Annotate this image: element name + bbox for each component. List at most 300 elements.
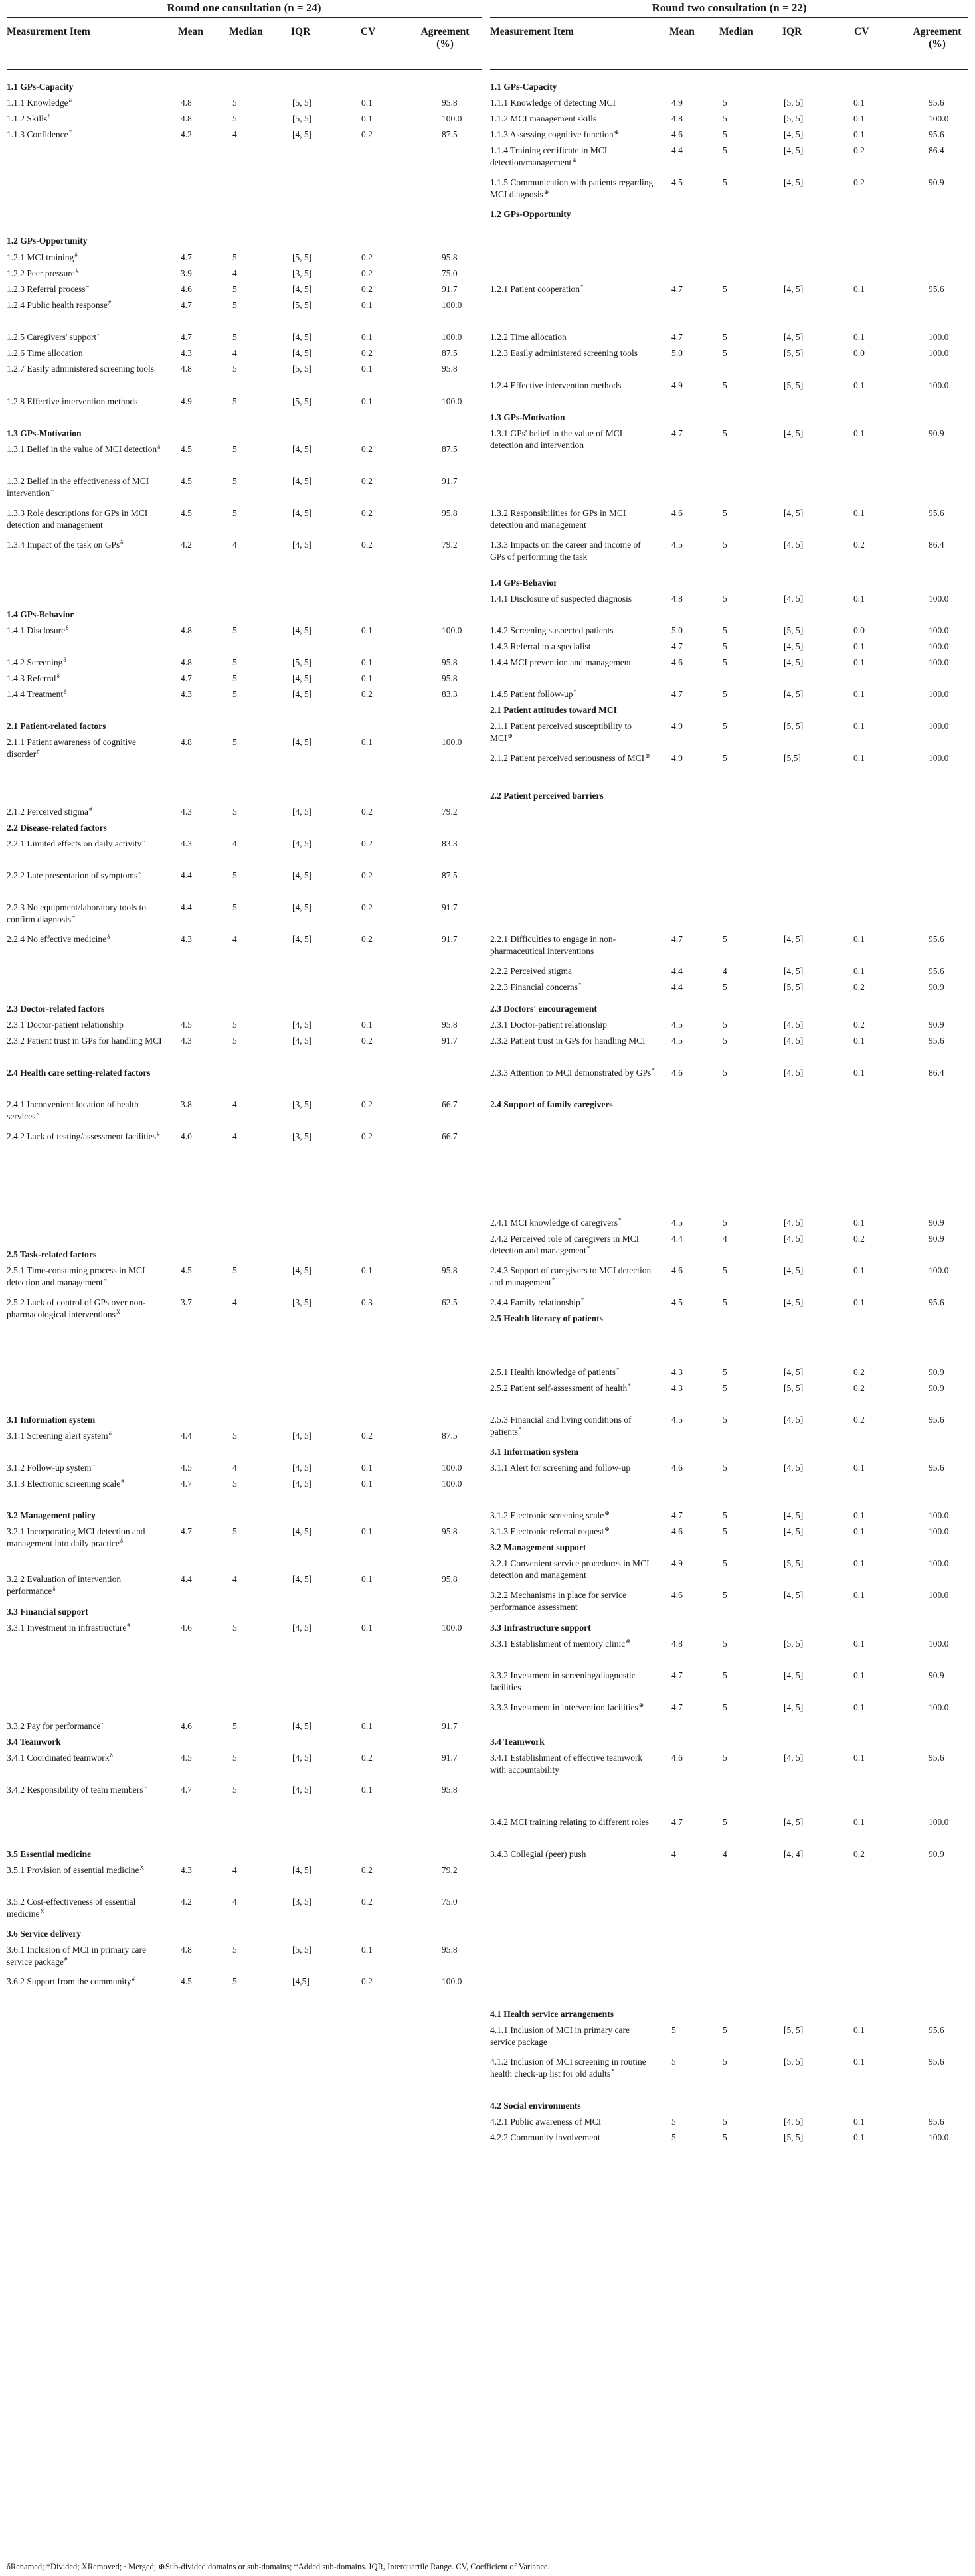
change-marker: ⊕ (543, 188, 549, 195)
cv-cell: 0.2 (361, 129, 373, 139)
median-cell: 5 (723, 1367, 727, 1377)
item-text: 1.2 GPs-Opportunity (7, 236, 88, 246)
item-text: 2.5.1 Health knowledge of patients (490, 1367, 616, 1377)
median-cell: 5 (723, 145, 727, 155)
item-text: 3.3.1 Investment in infrastructure (7, 1623, 127, 1633)
mean-cell: 4.2 (181, 129, 192, 139)
change-marker: # (108, 299, 112, 306)
iqr-cell: [5, 5] (292, 657, 312, 667)
median-cell: 5 (723, 129, 727, 139)
median-cell: 5 (232, 1945, 237, 1955)
item-label (7, 1944, 163, 1968)
mean-cell: 4.7 (181, 1785, 192, 1795)
item-text: 2.1.1 Patient perceived susceptibility to MCI (490, 721, 632, 743)
cv-cell: 0.2 (361, 1865, 373, 1875)
cv-cell: 0.1 (361, 1574, 373, 1584)
change-marker: ⊕ (626, 1637, 631, 1645)
agreement-cell: 100.0 (929, 1558, 949, 1568)
item-label (7, 252, 163, 264)
median-cell: 4 (232, 934, 237, 944)
section-label (7, 428, 163, 440)
mean-cell: 4.9 (671, 753, 683, 763)
iqr-cell: [4, 5] (292, 1623, 312, 1633)
mean-cell: 4.7 (671, 1510, 683, 1520)
median-cell: 5 (232, 332, 237, 342)
item-label (7, 902, 163, 926)
item-text: 3.4.1 Establishment of effective teamwork with accountability (490, 1753, 643, 1775)
cv-cell: 0.1 (853, 657, 865, 667)
item-label (490, 1297, 656, 1309)
median-cell: 5 (232, 625, 237, 635)
iqr-cell: [4, 5] (292, 1785, 312, 1795)
cv-cell: 0.0 (853, 625, 865, 635)
item-label (490, 625, 656, 637)
item-text: 4.1 Health service arrangements (490, 2009, 614, 2019)
item-text: 1.2.5 Caregivers' support (7, 332, 97, 342)
median-cell: 5 (232, 1753, 237, 1763)
item-text: 3.1.3 Electronic screening scale (7, 1479, 121, 1489)
item-text: 1.3.2 Responsibilities for GPs in MCI detection and management (490, 508, 626, 530)
mean-cell: 4.9 (671, 380, 683, 390)
iqr-cell: [5, 5] (784, 98, 804, 108)
mean-cell: 4.5 (671, 1020, 683, 1030)
cv-cell: 0.1 (361, 1479, 373, 1489)
mean-cell: 4.2 (181, 1897, 192, 1907)
item-text: 2.5.3 Financial and living conditions of patients (490, 1415, 632, 1437)
cv-cell: 0.2 (361, 1036, 373, 1046)
median-cell: 5 (723, 1463, 727, 1473)
item-label (7, 1430, 163, 1442)
item-label (7, 1099, 163, 1123)
cv-cell: 0.1 (361, 657, 373, 667)
agreement-cell: 79.2 (442, 807, 458, 817)
item-text: 2.2 Disease-related factors (7, 823, 107, 833)
agreement-cell: 100.0 (929, 1817, 949, 1827)
item-text: 2.3.1 Doctor-patient relationship (490, 1020, 607, 1030)
section-label (7, 1510, 163, 1522)
change-marker: * (618, 1216, 622, 1224)
median-cell: 5 (723, 1415, 727, 1425)
item-label (490, 1382, 656, 1394)
iqr-cell: [4, 5] (292, 807, 312, 817)
item-text: 4.1.1 Inclusion of MCI in primary care service package (490, 2025, 630, 2047)
mean-cell: 4.7 (671, 1702, 683, 1712)
item-text: 3.4.2 MCI training relating to different roles (490, 1817, 649, 1827)
item-text: 1.4.2 Screening (7, 657, 63, 667)
item-text: 1.4 GPs-Behavior (490, 578, 558, 588)
section-label (7, 1736, 163, 1748)
item-label (7, 1019, 163, 1031)
item-label (490, 1366, 656, 1378)
item-label (490, 1414, 656, 1438)
cv-cell: 0.1 (361, 673, 373, 683)
median-cell: 5 (232, 1623, 237, 1633)
mean-cell: 4.5 (181, 1976, 192, 1986)
header-mean: Mean (178, 26, 203, 37)
median-cell: 5 (232, 1265, 237, 1275)
agreement-cell: 100.0 (929, 1702, 949, 1712)
iqr-cell: [4, 5] (292, 348, 312, 358)
cv-cell: 0.1 (361, 1265, 373, 1275)
item-label (7, 507, 163, 531)
change-marker: δ (110, 1751, 113, 1759)
cv-cell: 0.1 (853, 934, 865, 944)
cv-cell: 0.1 (853, 98, 865, 108)
mean-cell: 4.4 (671, 145, 683, 155)
item-text: 3.1.1 Screening alert system (7, 1431, 108, 1441)
item-label (7, 363, 163, 375)
agreement-cell: 100.0 (442, 300, 462, 310)
mean-cell: 4.9 (671, 1558, 683, 1568)
section-label (490, 790, 656, 802)
item-label (490, 129, 656, 141)
mean-cell: 4.3 (181, 807, 192, 817)
median-cell: 5 (723, 540, 727, 550)
mean-cell: 4.8 (671, 1639, 683, 1649)
agreement-cell: 100.0 (929, 2133, 949, 2142)
cv-cell: 0.1 (853, 1510, 865, 1520)
header-item: Measurement Item (7, 26, 90, 37)
agreement-cell: 100.0 (442, 625, 462, 635)
iqr-cell: [5, 5] (292, 364, 312, 374)
item-text: 1.2.2 Time allocation (490, 332, 567, 342)
change-marker: # (74, 251, 78, 258)
median-cell: 5 (723, 1817, 727, 1827)
section-label (490, 704, 656, 716)
median-cell: 5 (232, 364, 237, 374)
mean-cell: 4.5 (181, 1463, 192, 1473)
agreement-cell: 62.5 (442, 1297, 458, 1307)
mean-cell: 4.8 (671, 114, 683, 123)
iqr-cell: [5, 5] (784, 348, 804, 358)
item-label (490, 507, 656, 531)
iqr-cell: [4, 5] (292, 934, 312, 944)
cv-cell: 0.1 (853, 428, 865, 438)
cv-cell: 0.2 (361, 902, 373, 912)
item-text: 1.4.4 Treatment (7, 689, 64, 699)
change-marker: ~ (103, 1276, 107, 1283)
agreement-cell: 79.2 (442, 1865, 458, 1875)
iqr-cell: [4, 5] (292, 1753, 312, 1763)
cv-cell: 0.2 (853, 1849, 865, 1859)
iqr-cell: [5, 5] (292, 396, 312, 406)
cv-cell: 0.1 (361, 737, 373, 747)
item-label (7, 1752, 163, 1764)
agreement-cell: 87.5 (442, 129, 458, 139)
mean-cell: 4.8 (181, 1945, 192, 1955)
item-label (490, 1526, 656, 1538)
change-marker: δ (107, 933, 110, 940)
change-marker: ⊕ (507, 732, 513, 739)
change-marker: δ (120, 538, 124, 546)
agreement-cell: 100.0 (442, 396, 462, 406)
change-marker: ⊕ (614, 128, 620, 135)
median-cell: 5 (723, 1526, 727, 1536)
mean-cell: 4.4 (181, 1431, 192, 1441)
cv-cell: 0.2 (361, 268, 373, 278)
mean-cell: 4.9 (181, 396, 192, 406)
item-text: 1.4.5 Patient follow-up (490, 689, 573, 699)
item-label (490, 1019, 656, 1031)
iqr-cell: [4, 5] (784, 966, 804, 976)
cv-cell: 0.2 (361, 839, 373, 848)
iqr-cell: [4, 5] (292, 870, 312, 880)
item-text: 4.2.1 Public awareness of MCI (490, 2117, 602, 2127)
agreement-cell: 95.6 (929, 966, 944, 976)
change-marker: X (139, 1864, 144, 1871)
item-text: 1.4.1 Disclosure of suspected diagnosis (490, 594, 632, 604)
iqr-cell: [3, 5] (292, 1297, 312, 1307)
iqr-cell: [4, 5] (784, 641, 804, 651)
iqr-cell: [4, 5] (292, 129, 312, 139)
agreement-cell: 95.8 (442, 673, 458, 683)
item-label (490, 347, 656, 359)
agreement-cell: 100.0 (929, 689, 949, 699)
change-marker: ~ (36, 1110, 40, 1117)
agreement-cell: 95.8 (442, 508, 458, 518)
item-text: 1.4.1 Disclosure (7, 625, 66, 635)
mean-cell: 4.6 (671, 129, 683, 139)
agreement-cell: 91.7 (442, 934, 458, 944)
cv-cell: 0.1 (361, 364, 373, 374)
iqr-cell: [4, 5] (292, 476, 312, 486)
cv-cell: 0.2 (361, 508, 373, 518)
item-label (7, 933, 163, 945)
item-label (490, 1752, 656, 1776)
median-cell: 5 (723, 1510, 727, 1520)
item-label (7, 113, 163, 125)
item-text: 3.2.1 Convenient service procedures in MCI detection and management (490, 1558, 650, 1580)
cv-cell: 0.1 (361, 1463, 373, 1473)
item-label (490, 1035, 656, 1047)
item-text: 3.6.2 Support from the community (7, 1976, 132, 1986)
iqr-cell: [4, 5] (784, 284, 804, 294)
mean-cell: 4.8 (181, 364, 192, 374)
median-cell: 5 (232, 252, 237, 262)
iqr-cell: [4, 5] (292, 625, 312, 635)
mean-cell: 4.4 (671, 966, 683, 976)
mean-cell: 4.3 (181, 1036, 192, 1046)
median-cell: 4 (232, 540, 237, 550)
change-marker: ⊕ (572, 156, 577, 163)
agreement-cell: 100.0 (929, 753, 949, 763)
agreement-cell: 87.5 (442, 444, 458, 454)
iqr-cell: [5, 5] (784, 2133, 804, 2142)
item-text: 3.2 Management support (490, 1542, 586, 1552)
iqr-cell: [4, 5] (784, 2117, 804, 2127)
cv-cell: 0.1 (361, 396, 373, 406)
item-text: 1.2.3 Easily administered screening tools (490, 348, 638, 358)
item-text: 2.4.2 Perceived role of caregivers in MCI detection and management (490, 1234, 640, 1255)
table-footnote: δRenamed; *Divided; XRemoved; ~Merged; ⊕Sub-divided domains or sub-domains; *Added sub-domains. IQR, Interquartile Range. CV, Coefficient of Variance. (7, 2562, 550, 2571)
item-text: 2.2.3 No equipment/laboratory tools to confirm diagnosis (7, 902, 146, 924)
iqr-cell: [4, 5] (292, 1865, 312, 1875)
change-marker: * (652, 1066, 655, 1074)
iqr-cell: [3, 5] (292, 1099, 312, 1109)
iqr-cell: [4, 5] (292, 1020, 312, 1030)
median-cell: 4 (232, 1463, 237, 1473)
median-cell: 5 (723, 594, 727, 604)
median-cell: 5 (723, 380, 727, 390)
median-cell: 5 (723, 1670, 727, 1680)
mean-cell: 5 (671, 2025, 676, 2035)
change-marker: # (132, 1975, 135, 1982)
median-cell: 4 (232, 1297, 237, 1307)
iqr-cell: [4, 5] (292, 673, 312, 683)
item-text: 3.1.2 Follow-up system (7, 1463, 92, 1473)
mean-cell: 4.3 (181, 689, 192, 699)
item-label (490, 97, 656, 109)
change-marker: # (156, 1130, 160, 1137)
mean-cell: 4.7 (181, 300, 192, 310)
item-label (7, 806, 163, 818)
cv-cell: 0.1 (853, 129, 865, 139)
agreement-cell: 95.8 (442, 1945, 458, 1955)
agreement-cell: 87.5 (442, 1431, 458, 1441)
cv-cell: 0.2 (361, 689, 373, 699)
agreement-cell: 75.0 (442, 1897, 458, 1907)
median-cell: 4 (232, 348, 237, 358)
agreement-cell: 90.9 (929, 1367, 944, 1377)
item-text: 2.3.2 Patient trust in GPs for handling MCI (7, 1036, 162, 1046)
iqr-cell: [4, 5] (784, 1670, 804, 1680)
item-text: 1.1 GPs-Capacity (490, 82, 557, 92)
iqr-cell: [4, 5] (784, 1415, 804, 1425)
mean-cell: 5.0 (671, 348, 683, 358)
agreement-cell: 90.9 (929, 1849, 944, 1859)
cv-cell: 0.1 (853, 2025, 865, 2035)
agreement-cell: 86.4 (929, 540, 944, 550)
agreement-cell: 100.0 (442, 737, 462, 747)
item-text: 3.3.1 Establishment of memory clinic (490, 1639, 626, 1649)
item-text: 1.1 GPs-Capacity (7, 82, 74, 92)
iqr-cell: [4, 5] (784, 1234, 804, 1244)
cv-cell: 0.3 (361, 1297, 373, 1307)
median-cell: 5 (723, 2133, 727, 2142)
cv-cell: 0.2 (361, 1897, 373, 1907)
item-text: 2.3 Doctors' encouragement (490, 1004, 597, 1014)
item-text: 3.3 Financial support (7, 1607, 88, 1617)
cv-cell: 0.2 (853, 1383, 865, 1393)
iqr-cell: [4, 5] (292, 1265, 312, 1275)
median-cell: 5 (723, 284, 727, 294)
agreement-cell: 95.8 (442, 98, 458, 108)
mean-cell: 4.7 (671, 1670, 683, 1680)
mean-cell: 4.5 (181, 444, 192, 454)
section-label (490, 1446, 656, 1458)
iqr-cell: [5, 5] (292, 300, 312, 310)
median-cell: 5 (232, 114, 237, 123)
cv-cell: 0.2 (361, 1099, 373, 1109)
change-marker: δ (157, 443, 161, 450)
cv-cell: 0.1 (853, 1036, 865, 1046)
section-label (490, 1099, 656, 1111)
mean-cell: 5 (671, 2133, 676, 2142)
agreement-cell: 100.0 (442, 1479, 462, 1489)
agreement-cell: 95.6 (929, 284, 944, 294)
median-cell: 5 (723, 934, 727, 944)
iqr-cell: [4, 5] (784, 1590, 804, 1600)
iqr-cell: [5, 5] (784, 1383, 804, 1393)
item-text: 2.3.3 Attention to MCI demonstrated by GPs (490, 1068, 652, 1078)
section-label (7, 720, 163, 732)
iqr-cell: [4, 5] (784, 1702, 804, 1712)
item-label (7, 1864, 163, 1876)
cv-cell: 0.2 (853, 1020, 865, 1030)
cv-cell: 0.1 (361, 114, 373, 123)
cv-cell: 0.1 (853, 332, 865, 342)
mean-cell: 4.7 (671, 332, 683, 342)
mean-cell: 5 (671, 2057, 676, 2067)
change-marker: ~ (50, 487, 54, 494)
agreement-cell: 100.0 (929, 1639, 949, 1649)
median-cell: 4 (232, 1099, 237, 1109)
cv-cell: 0.0 (853, 348, 865, 358)
median-cell: 5 (723, 1383, 727, 1393)
section-label (490, 81, 656, 93)
change-marker: * (586, 1244, 590, 1251)
iqr-cell: [5, 5] (784, 721, 804, 731)
change-marker: ⊕ (645, 752, 650, 759)
item-text: 2.4.1 Inconvenient location of health services (7, 1099, 139, 1121)
header-agreement: Agreement (%) (913, 26, 962, 50)
mean-cell: 4.5 (181, 476, 192, 486)
agreement-cell: 95.6 (929, 2117, 944, 2127)
cv-cell: 0.1 (853, 1218, 865, 1228)
item-text: 3.3 Infrastructure support (490, 1623, 591, 1633)
iqr-cell: [4, 5] (784, 1218, 804, 1228)
item-text: 3.3.3 Investment in intervention facilities (490, 1702, 638, 1712)
agreement-cell: 95.8 (442, 1265, 458, 1275)
iqr-cell: [4, 5] (784, 145, 804, 155)
mean-cell: 4.4 (181, 1574, 192, 1584)
iqr-cell: [4, 5] (784, 177, 804, 187)
cv-cell: 0.1 (853, 284, 865, 294)
cv-cell: 0.1 (853, 1068, 865, 1078)
item-label (7, 299, 163, 311)
median-cell: 4 (723, 1849, 727, 1859)
change-marker: ~ (97, 331, 101, 338)
agreement-cell: 100.0 (929, 594, 949, 604)
item-text: 3.1 Information system (7, 1415, 96, 1425)
mean-cell: 4.6 (181, 1623, 192, 1633)
median-cell: 5 (723, 1702, 727, 1712)
header-cv: CV (361, 26, 376, 37)
change-marker: ~ (72, 913, 75, 920)
median-cell: 5 (723, 689, 727, 699)
mean-cell: 4.5 (181, 508, 192, 518)
median-cell: 5 (723, 177, 727, 187)
mean-cell: 4.7 (181, 673, 192, 683)
iqr-cell: [5, 5] (784, 982, 804, 992)
iqr-cell: [4, 5] (292, 332, 312, 342)
median-cell: 5 (232, 396, 237, 406)
median-cell: 5 (723, 657, 727, 667)
mean-cell: 4.5 (181, 1753, 192, 1763)
item-label (490, 283, 656, 295)
change-marker: * (578, 981, 582, 988)
item-text: 1.4.3 Referral to a specialist (490, 641, 591, 651)
median-cell: 4 (232, 839, 237, 848)
mean-cell: 4.5 (671, 177, 683, 187)
mean-cell: 3.7 (181, 1297, 192, 1307)
iqr-cell: [4, 5] (784, 1817, 804, 1827)
median-cell: 5 (232, 98, 237, 108)
median-cell: 5 (723, 508, 727, 518)
mean-cell: 4.8 (181, 737, 192, 747)
item-label (490, 539, 656, 563)
median-cell: 5 (232, 1785, 237, 1795)
